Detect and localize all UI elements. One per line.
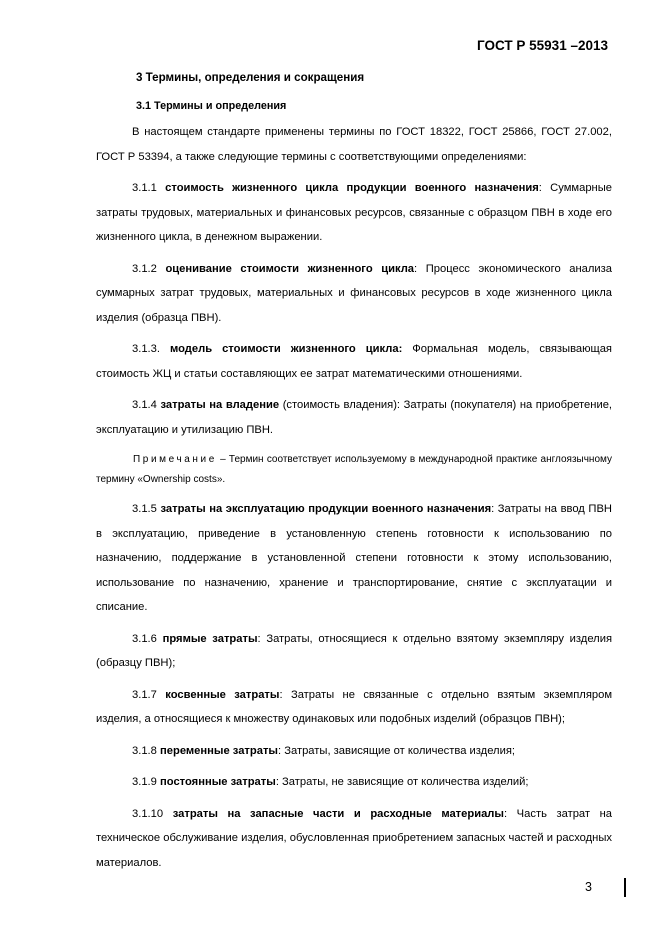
term-definition: Формальная модель, связывающая стоимость ЖЦ и статьи составляющих ее затрат математическими отношениями.	[96, 343, 612, 380]
term-paragraph-3-1-2: 3.1.2 оценивание стоимости жизненного цикла: Процесс экономического анализа суммарных затрат трудовых, материальных и финансовых ресурсов в ходе жизненного цикла изделия (образца ПВН).	[96, 262, 612, 324]
term-paragraph-3-1-8: 3.1.8 переменные затраты: Затраты, зависящие от количества изделия;	[132, 744, 515, 757]
page-number-bar	[624, 878, 626, 897]
term-name: затраты на запасные части и расходные материалы	[172, 807, 504, 820]
term-name: модель стоимости жизненного цикла:	[169, 343, 403, 355]
term-paragraph-3-1-4	[96, 393, 612, 442]
term-name: косвенные затраты	[165, 688, 280, 701]
term-paragraph-3-1-10: 3.1.10 затраты на запасные части и расходные материалы: Часть затрат на техническое обслуживание изделия, обусловленная приобретением запасных частей и расходных материалов.	[96, 807, 613, 869]
term-number: 3.1.1	[132, 182, 157, 194]
note-paragraph	[96, 450, 612, 490]
term-number: 3.1.7	[132, 688, 157, 701]
note-text: – Термин соответствует используемому в международной практике англоязычному термину «Ownership costs».	[96, 454, 612, 485]
page-content	[96, 67, 612, 875]
page-number: 3	[585, 880, 592, 894]
term-number: 3.1.3.	[132, 343, 160, 355]
term-definition: Часть затрат на техническое обслуживание изделия, обусловленная приобретением запасных частей и расходных материалов.	[96, 807, 613, 869]
term-name: затраты на эксплуатацию продукции военного назначения	[160, 503, 492, 515]
term-name: прямые затраты	[162, 632, 258, 645]
term-name: стоимость жизненного цикла продукции военного назначения	[165, 182, 539, 194]
subsection-title: 3.1 Термины и определения	[136, 100, 287, 112]
document-code-header: ГОСТ Р 55931 –2013	[477, 38, 608, 53]
term-name: оценивание стоимости жизненного цикла	[165, 262, 415, 275]
term-name: постоянные затраты	[160, 776, 276, 788]
term-paragraph-3-1-6: 3.1.6 прямые затраты: Затраты, относящиеся к отдельно взятому экземпляру изделия (образцу ПВН);	[96, 632, 613, 669]
term-number: 3.1.8	[132, 744, 157, 757]
term-number: 3.1.6	[132, 632, 157, 645]
term-number: 3.1.5	[132, 503, 157, 515]
term-definition: Затраты не связанные с отдельно взятым экземпляром изделия, а относящиеся к множеству одинаковых или подобных изделий (образцов ПВН);	[96, 688, 613, 725]
term-number: 3.1.10	[132, 807, 164, 820]
term-definition: (стоимость владения): Затраты (покупателя) на приобретение, эксплуатацию и утилизацию ПВН.	[96, 399, 613, 436]
section-title: 3 Термины, определения и сокращения	[136, 71, 365, 84]
term-paragraph-3-1-5: 3.1.5 затраты на эксплуатацию продукции военного назначения: Затраты на ввод ПВН в эксплуатацию, приведение в установленную степень готовности к использованию по назначению, поддержание в установленной степени готовности к этому использованию, использование по назначению, хранение и транспортирование, снятие с эксплуатации и списание.	[96, 503, 612, 613]
term-definition: Затраты, не зависящие от количества изделий;	[282, 776, 529, 788]
term-definition: Затраты, относящиеся к отдельно взятому экземпляру изделия (образцу ПВН);	[96, 632, 613, 669]
term-paragraph-3-1-9: 3.1.9 постоянные затраты: Затраты, не зависящие от количества изделий;	[132, 776, 529, 788]
term-definition: Затраты на ввод ПВН в эксплуатацию, приведение в установленную степень готовности к использованию по назначению, поддержание в установленной степени готовности к этому использованию, использование по назначению, хранение и транспортирование, снятие с эксплуатации и списание.	[96, 503, 612, 613]
term-paragraph-3-1-1: 3.1.1 стоимость жизненного цикла продукции военного назначения: Суммарные затраты трудовых, материальных и финансовых ресурсов, связанные с образцом ПВН в ходе его жизненного цикла, в денежном выражении.	[96, 182, 612, 243]
intro-paragraph: В настоящем стандарте применены термины по ГОСТ 18322, ГОСТ 25866, ГОСТ 27.002, ГОСТ Р 53394, а также следующие термины с соответствующими определениями:	[96, 126, 612, 163]
term-definition: Суммарные затраты трудовых, материальных и финансовых ресурсов, связанные с образцом ПВН в ходе его жизненного цикла, в денежном выражении.	[96, 182, 612, 243]
term-name: переменные затраты	[160, 744, 278, 757]
term-definition: Процесс экономического анализа суммарных затрат трудовых, материальных и финансовых ресурсов в ходе жизненного цикла изделия (образца ПВН).	[96, 262, 612, 324]
term-number: 3.1.9	[132, 776, 157, 788]
term-number: 3.1.4	[132, 399, 157, 411]
note-label: Примечание	[133, 454, 217, 465]
term-paragraph-3-1-3	[96, 337, 612, 386]
term-paragraph-3-1-7: 3.1.7 косвенные затраты: Затраты не связанные с отдельно взятым экземпляром изделия, а относящиеся к множеству одинаковых или подобных изделий (образцов ПВН);	[96, 688, 613, 725]
term-name: затраты на владение	[160, 399, 280, 411]
term-definition: Затраты, зависящие от количества изделия;	[284, 744, 515, 757]
term-number: 3.1.2	[132, 262, 157, 275]
